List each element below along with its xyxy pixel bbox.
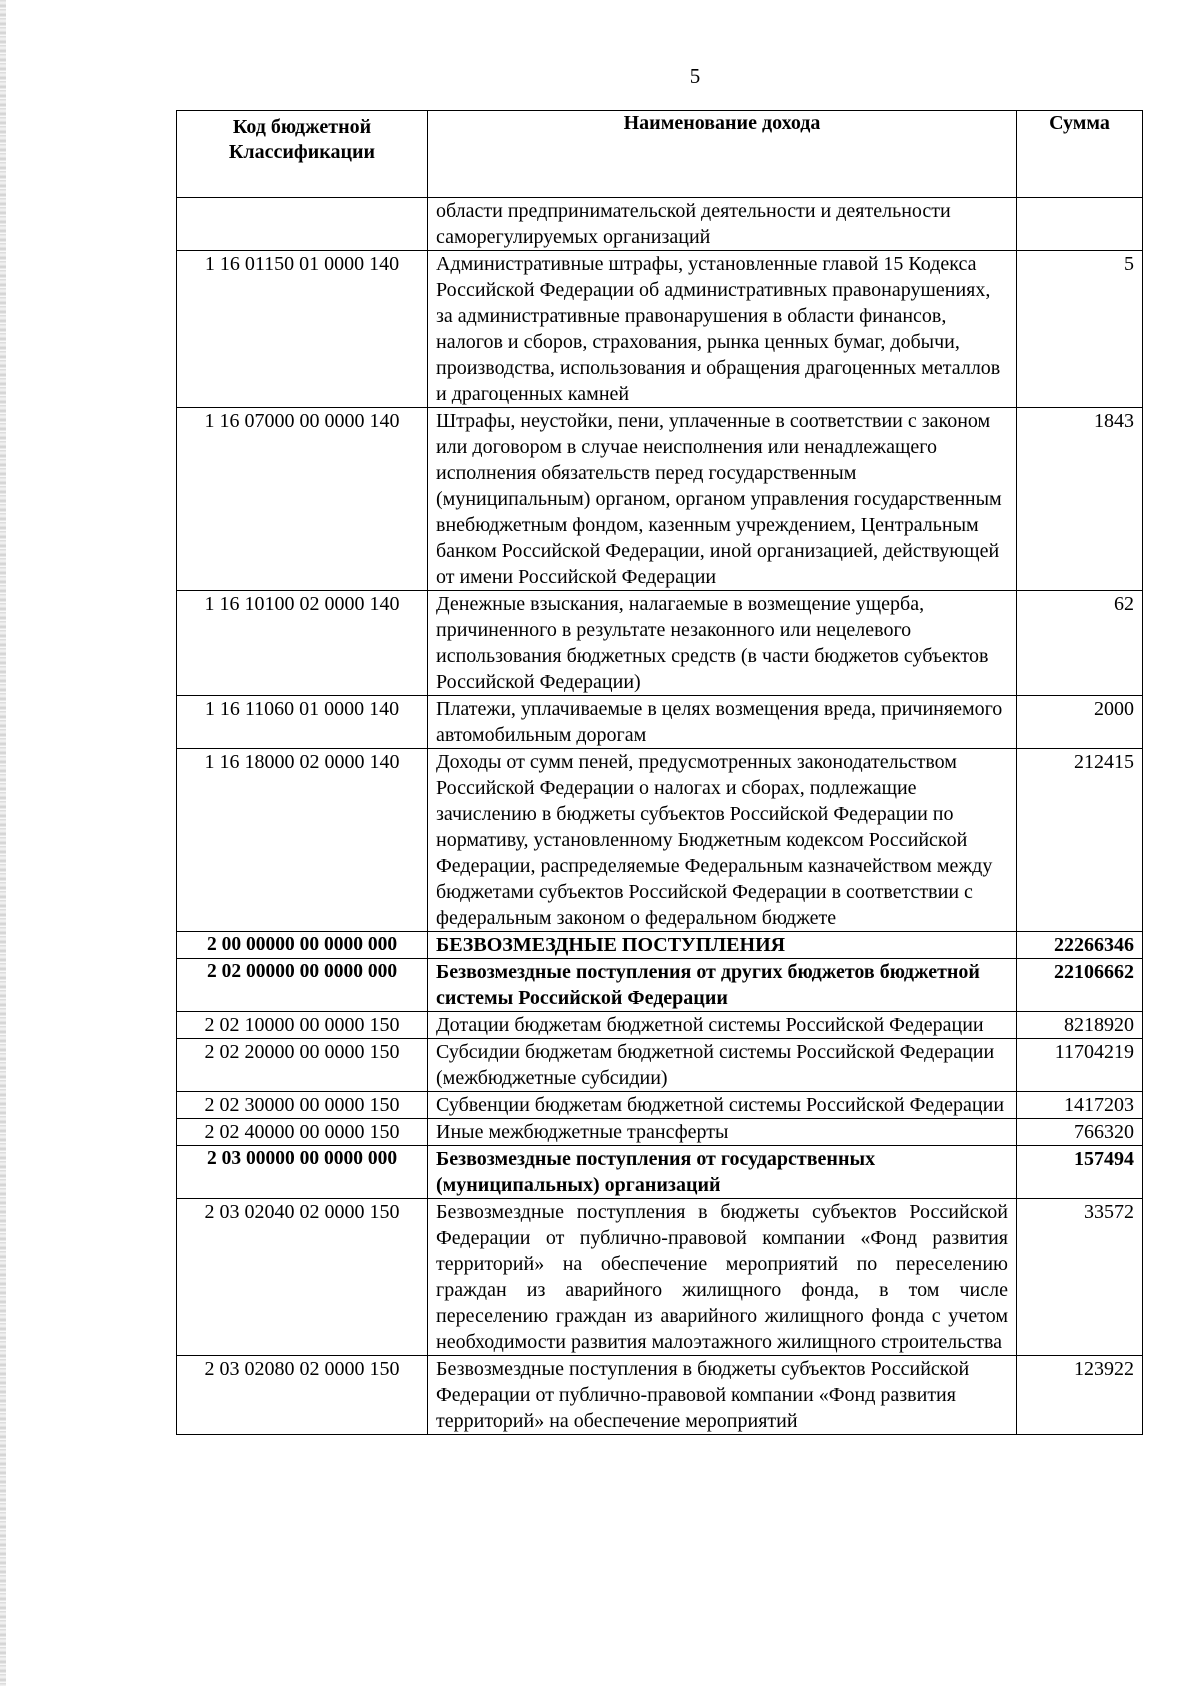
- table-row: [177, 932, 1143, 959]
- header-name: Наименование дохода: [428, 111, 1017, 198]
- row-sum: 11704219: [1017, 1039, 1143, 1092]
- row-code: 1 16 11060 01 0000 140: [177, 696, 428, 749]
- row-code: 2 02 40000 00 0000 150: [177, 1119, 428, 1146]
- row-code: 2 03 00000 00 0000 000: [177, 1146, 428, 1199]
- row-code: 1 16 01150 01 0000 140: [177, 251, 428, 408]
- row-name: Административные штрафы, установленные главой 15 Кодекса Российской Федерации об административных правонарушениях, за административные правонарушения в области финансов, налогов и сборов, страхования, рынка ценных бумаг, добычи, производства, использования и обращения драгоценных металлов и драгоценных камней: [428, 251, 1017, 408]
- row-code: 1 16 18000 02 0000 140: [177, 749, 428, 932]
- row-code: 2 03 02080 02 0000 150: [177, 1356, 428, 1435]
- row-code: 2 02 10000 00 0000 150: [177, 1012, 428, 1039]
- row-sum: 33572: [1017, 1199, 1143, 1356]
- table-row: [177, 1356, 1143, 1435]
- row-sum: 123922: [1017, 1356, 1143, 1435]
- table-row: [177, 749, 1143, 932]
- table-row: [177, 591, 1143, 696]
- row-name: Безвозмездные поступления от других бюджетов бюджетной системы Российской Федерации: [428, 959, 1017, 1012]
- row-code: 2 02 30000 00 0000 150: [177, 1092, 428, 1119]
- row-name: Субсидии бюджетам бюджетной системы Российской Федерации (межбюджетные субсидии): [428, 1039, 1017, 1092]
- table-row: [177, 1146, 1143, 1199]
- header-sum: Сумма: [1017, 111, 1143, 198]
- page-number: 5: [689, 64, 701, 88]
- row-code: 2 02 20000 00 0000 150: [177, 1039, 428, 1092]
- scan-edge-shadow: [0, 0, 6, 1686]
- row-name: Безвозмездные поступления в бюджеты субъектов Российской Федерации от публично-правовой компании «Фонд развития территорий» на обеспечение мероприятий по переселению граждан из аварийного жилищного фонда, в том числе переселению граждан из аварийного жилищного фонда с учетом необходимости развития малоэтажного жилищного строительства: [428, 1199, 1017, 1356]
- row-code: 1 16 07000 00 0000 140: [177, 408, 428, 591]
- row-sum: 5: [1017, 251, 1143, 408]
- table-row: [177, 1039, 1143, 1092]
- revenue-table: [176, 110, 1143, 1435]
- row-sum: 62: [1017, 591, 1143, 696]
- row-sum: 22266346: [1017, 932, 1143, 959]
- row-code: 2 03 02040 02 0000 150: [177, 1199, 428, 1356]
- row-sum: 22106662: [1017, 959, 1143, 1012]
- row-name: Безвозмездные поступления от государственных (муниципальных) организаций: [428, 1146, 1017, 1199]
- table-row: [177, 1012, 1143, 1039]
- row-code: [177, 198, 428, 251]
- table-row: [177, 959, 1143, 1012]
- row-name: Денежные взыскания, налагаемые в возмещение ущерба, причиненного в результате незаконного или нецелевого использования бюджетных средств (в части бюджетов субъектов Российской Федерации): [428, 591, 1017, 696]
- row-sum: 157494: [1017, 1146, 1143, 1199]
- table-row: [177, 1199, 1143, 1356]
- row-sum: 766320: [1017, 1119, 1143, 1146]
- row-sum: [1017, 198, 1143, 251]
- table-row: [177, 1092, 1143, 1119]
- row-sum: 1843: [1017, 408, 1143, 591]
- table-row: [177, 1119, 1143, 1146]
- row-name: Платежи, уплачиваемые в целях возмещения вреда, причиняемого автомобильным дорогам: [428, 696, 1017, 749]
- row-sum: 8218920: [1017, 1012, 1143, 1039]
- row-code: 2 02 00000 00 0000 000: [177, 959, 428, 1012]
- row-sum: 2000: [1017, 696, 1143, 749]
- row-name: Доходы от сумм пеней, предусмотренных законодательством Российской Федерации о налогах и сборах, подлежащие зачислению в бюджеты субъектов Российской Федерации по нормативу, установленному Бюджетным кодексом Российской Федерации, распределяемые Федеральным казначейством между бюджетами субъектов Российской Федерации в соответствии с федеральным законом о федеральном бюджете: [428, 749, 1017, 932]
- table-row: [177, 408, 1143, 591]
- table-header-row: [177, 111, 1143, 198]
- row-name: Штрафы, неустойки, пени, уплаченные в соответствии с законом или договором в случае неисполнения или ненадлежащего исполнения обязательств перед государственным (муниципальным) органом, органом управления государственным внебюджетным фондом, казенным учреждением, Центральным банком Российской Федерации, иной организацией, действующей от имени Российской Федерации: [428, 408, 1017, 591]
- row-code: 2 00 00000 00 0000 000: [177, 932, 428, 959]
- table-row: [177, 696, 1143, 749]
- row-name: БЕЗВОЗМЕЗДНЫЕ ПОСТУПЛЕНИЯ: [428, 932, 1017, 959]
- row-name: Субвенции бюджетам бюджетной системы Российской Федерации: [428, 1092, 1017, 1119]
- row-name: Безвозмездные поступления в бюджеты субъектов Российской Федерации от публично-правовой компании «Фонд развития территорий» на обеспечение мероприятий: [428, 1356, 1017, 1435]
- row-code: 1 16 10100 02 0000 140: [177, 591, 428, 696]
- row-sum: 1417203: [1017, 1092, 1143, 1119]
- table-row: [177, 251, 1143, 408]
- table-body: [177, 198, 1143, 1435]
- row-name: области предпринимательской деятельности и деятельности саморегулируемых организаций: [428, 198, 1017, 251]
- header-code: Код бюджетной Классификации: [177, 111, 428, 198]
- row-name: Иные межбюджетные трансферты: [428, 1119, 1017, 1146]
- row-sum: 212415: [1017, 749, 1143, 932]
- row-name: Дотации бюджетам бюджетной системы Российской Федерации: [428, 1012, 1017, 1039]
- table-row: [177, 198, 1143, 251]
